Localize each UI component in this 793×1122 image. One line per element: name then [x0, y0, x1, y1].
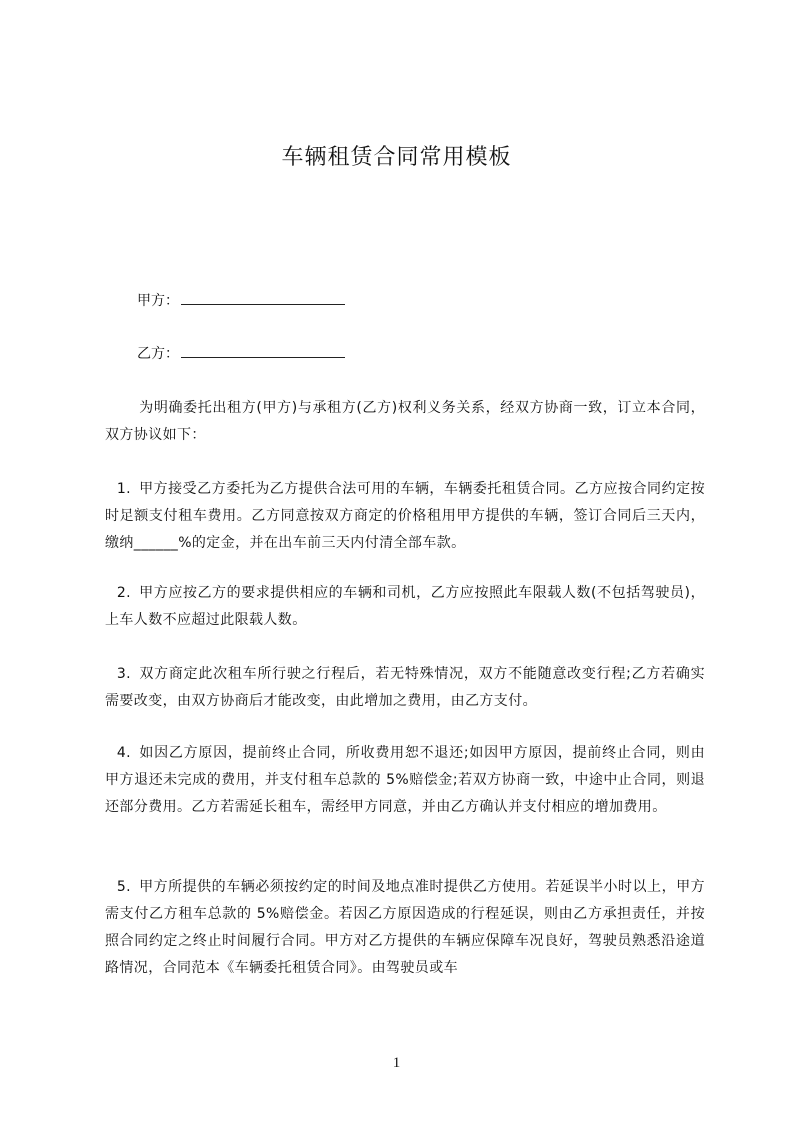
party-a-line: [137, 290, 345, 312]
clause-1: [105, 476, 705, 557]
clause-number: 4.: [116, 745, 131, 761]
clause-number: 1.: [116, 481, 131, 497]
clause-4: [105, 740, 705, 821]
clause-number: 3.: [116, 666, 131, 682]
clause-3: [105, 661, 705, 715]
clause-text: 双方商定此次租车所行驶之行程后，若无特殊情况，双方不能随意改变行程;乙方若确实需要改变，由双方协商后才能改变，由此增加之费用，由乙方支付。: [105, 666, 705, 709]
party-b-line: [137, 343, 345, 365]
clause-number: 5.: [116, 879, 131, 895]
clause-number: 2.: [116, 585, 131, 601]
clause-text: 如因乙方原因，提前终止合同，所收费用恕不退还;如因甲方原因，提前终止合同，则由甲方退还未完成的费用，并支付租车总款的 5%赔偿金;若双方协商一致，中途中止合同，则退还部分费用。乙方若需延长租车，需经甲方同意，并由乙方确认并支付相应的增加费用。: [105, 745, 705, 815]
party-b-label: 乙方：: [137, 346, 179, 362]
clause-2: [105, 580, 705, 634]
intro-paragraph: [105, 395, 705, 449]
clause-5: [105, 874, 705, 982]
intro-text: 为明确委托出租方(甲方)与承租方(乙方)权利义务关系，经双方协商一致，订立本合同，双方协议如下：: [105, 400, 705, 443]
clause-text: 甲方所提供的车辆必须按约定的时间及地点准时提供乙方使用。若延误半小时以上，甲方需支付乙方租车总款的 5%赔偿金。若因乙方原因造成的行程延误，则由乙方承担责任，并按照合同约定之终止时间履行合同。甲方对乙方提供的车辆应保障车况良好，驾驶员熟悉沿途道路情况，合同范本《车辆委托租赁合同》。由驾驶员或车: [105, 879, 705, 976]
clause-text: 甲方应按乙方的要求提供相应的车辆和司机，乙方应按照此车限载人数(不包括驾驶员)，上车人数不应超过此限载人数。: [105, 585, 705, 628]
party-b-blank: [181, 343, 345, 358]
clause-text: 甲方接受乙方委托为乙方提供合法可用的车辆，车辆委托租赁合同。乙方应按合同约定按时足额支付租车费用。乙方同意按双方商定的价格租用甲方提供的车辆，签订合同后三天内，缴纳______%的定金，并在出车前三天内付清全部车款。: [105, 481, 705, 551]
page-number: 1: [392, 1055, 401, 1071]
document-title: 车辆租赁合同常用模板: [281, 145, 512, 170]
party-a-blank: [181, 290, 345, 305]
party-a-label: 甲方：: [137, 293, 179, 309]
